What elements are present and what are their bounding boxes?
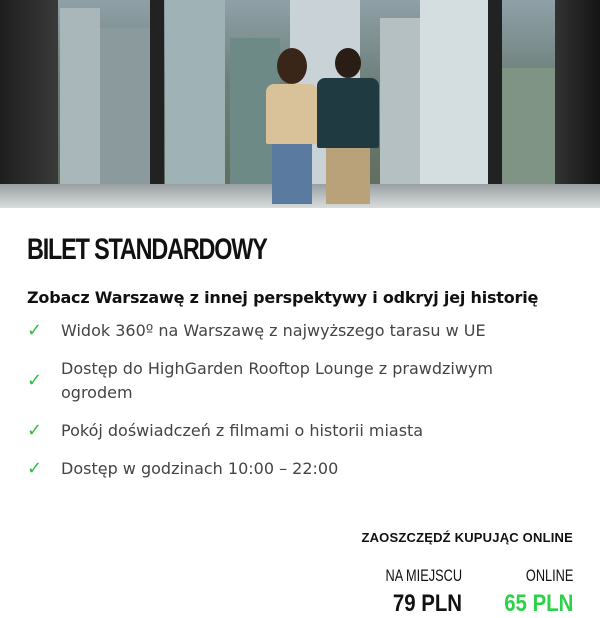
feature-item: ✓ Dostęp w godzinach 10:00 – 22:00 xyxy=(27,458,339,479)
online-label: ONLINE xyxy=(525,566,573,585)
ticket-subtitle: Zobacz Warszawę z innej perspektywy i odkryj jej historię xyxy=(27,288,539,307)
check-icon: ✓ xyxy=(27,458,43,479)
onsite-price-column xyxy=(360,566,462,618)
feature-item: ✓ Pokój doświadczeń z filmami o historii miasta xyxy=(27,420,424,441)
check-icon: ✓ xyxy=(27,420,43,441)
onsite-price: 79 PLN xyxy=(392,590,462,617)
ticket-card xyxy=(27,230,573,495)
feature-list xyxy=(27,319,573,481)
hero-photo xyxy=(0,0,600,208)
feature-item: ✓ Widok 360º na Warszawę z najwyższego tarasu w UE xyxy=(27,320,486,341)
check-icon: ✓ xyxy=(27,370,43,391)
online-price-column xyxy=(492,566,573,618)
onsite-label: NA MIEJSCU xyxy=(385,566,462,585)
online-price: 65 PLN xyxy=(503,590,573,617)
feature-item: ✓ Dostęp do HighGarden Rooftop Lounge z prawdziwym ogrodem xyxy=(27,359,494,402)
online-savings-headline: ZAOSZCZĘDŹ KUPUJĄC ONLINE xyxy=(361,530,573,545)
price-comparison xyxy=(360,566,573,618)
ticket-title: BILET STANDARDOWY xyxy=(27,233,267,266)
check-icon: ✓ xyxy=(27,320,43,341)
